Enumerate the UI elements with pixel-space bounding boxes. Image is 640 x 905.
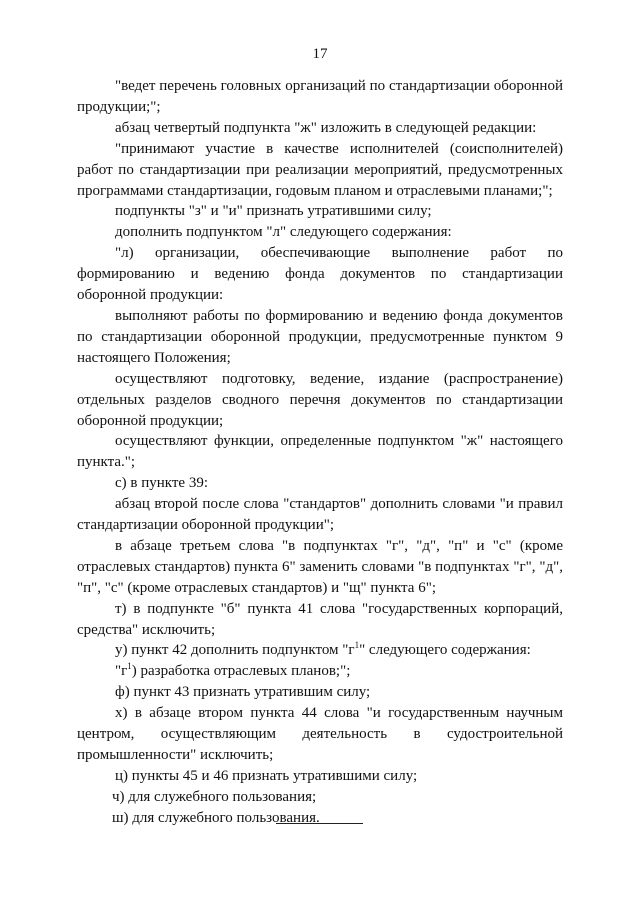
paragraph: ш) для служебного пользования. xyxy=(112,809,320,826)
paragraph-u xyxy=(77,640,563,661)
paragraph: в абзаце третьем слова "в подпунктах "г", "д", "п" и "с" (кроме отраслевых стандартов) пункта 6" заменить словами "в подпунктах "г", "д", "п", "с" (кроме отраслевых стандартов) и "щ" пункта 6"; xyxy=(77,537,563,596)
paragraph: абзац второй после слова "стандартов" дополнить словами "и правил стандартизации оборонной продукции"; xyxy=(77,496,563,534)
paragraph: дополнить подпунктом "л" следующего содержания: xyxy=(115,224,452,241)
paragraph: ф) пункт 43 признать утратившим силу; xyxy=(115,684,371,701)
paragraph: подпункты "з" и "и" признать утратившими силу; xyxy=(115,203,432,220)
paragraph: абзац четвертый подпункта "ж" изложить в следующей редакции: xyxy=(115,119,537,136)
superscript: 1 xyxy=(354,640,360,651)
superscript: 1 xyxy=(127,661,132,672)
paragraph: "ведет перечень головных организаций по стандартизации оборонной продукции;"; xyxy=(77,78,563,115)
paragraph: "л) организации, обеспечивающие выполнение работ по формированию и ведению фонда документов по стандартизации оборонной продукции: xyxy=(77,245,563,304)
paragraph: выполняют работы по формированию и ведению фонда документов по стандартизации оборонной продукции, предусмотренные пунктом 9 настоящего Положения; xyxy=(77,307,563,366)
paragraph-g1-text: "г xyxy=(115,663,128,680)
paragraph: осуществляют подготовку, ведение, издание (распространение) отдельных разделов сводного перечня документов по стандартизации оборонной продукции; xyxy=(77,370,563,429)
paragraph: осуществляют функции, определенные подпунктом "ж" настоящего пункта."; xyxy=(77,433,563,471)
paragraph: ц) пункты 45 и 46 признать утратившими силу; xyxy=(115,767,418,784)
paragraph: ч) для служебного пользования; xyxy=(112,788,317,805)
paragraph: "принимают участие в качестве исполнителей (соисполнителей) работ по стандартизации при реализации мероприятий, предусмотренных программами стандартизации, годовым планом и отраслевыми планами;"; xyxy=(77,140,563,199)
document-body xyxy=(77,76,563,829)
paragraph-u-text-end: " следующего содержания: xyxy=(359,642,531,659)
footer-divider xyxy=(276,823,363,824)
paragraph-u-text: у) пункт 42 дополнить подпунктом "г xyxy=(115,642,355,659)
paragraph-g1-text-end: ) разработка отраслевых планов;"; xyxy=(131,663,351,680)
paragraph: т) в подпункте "б" пункта 41 слова "государственных корпораций, средства" исключить; xyxy=(77,600,563,638)
paragraph: с) в пункте 39: xyxy=(115,475,209,492)
paragraph-g1 xyxy=(77,661,563,682)
page-number: 17 xyxy=(312,46,328,62)
paragraph: х) в абзаце втором пункта 44 слова "и государственным научным центром, осуществляющим деятельность в судостроительной промышленности" исключить; xyxy=(77,705,563,763)
